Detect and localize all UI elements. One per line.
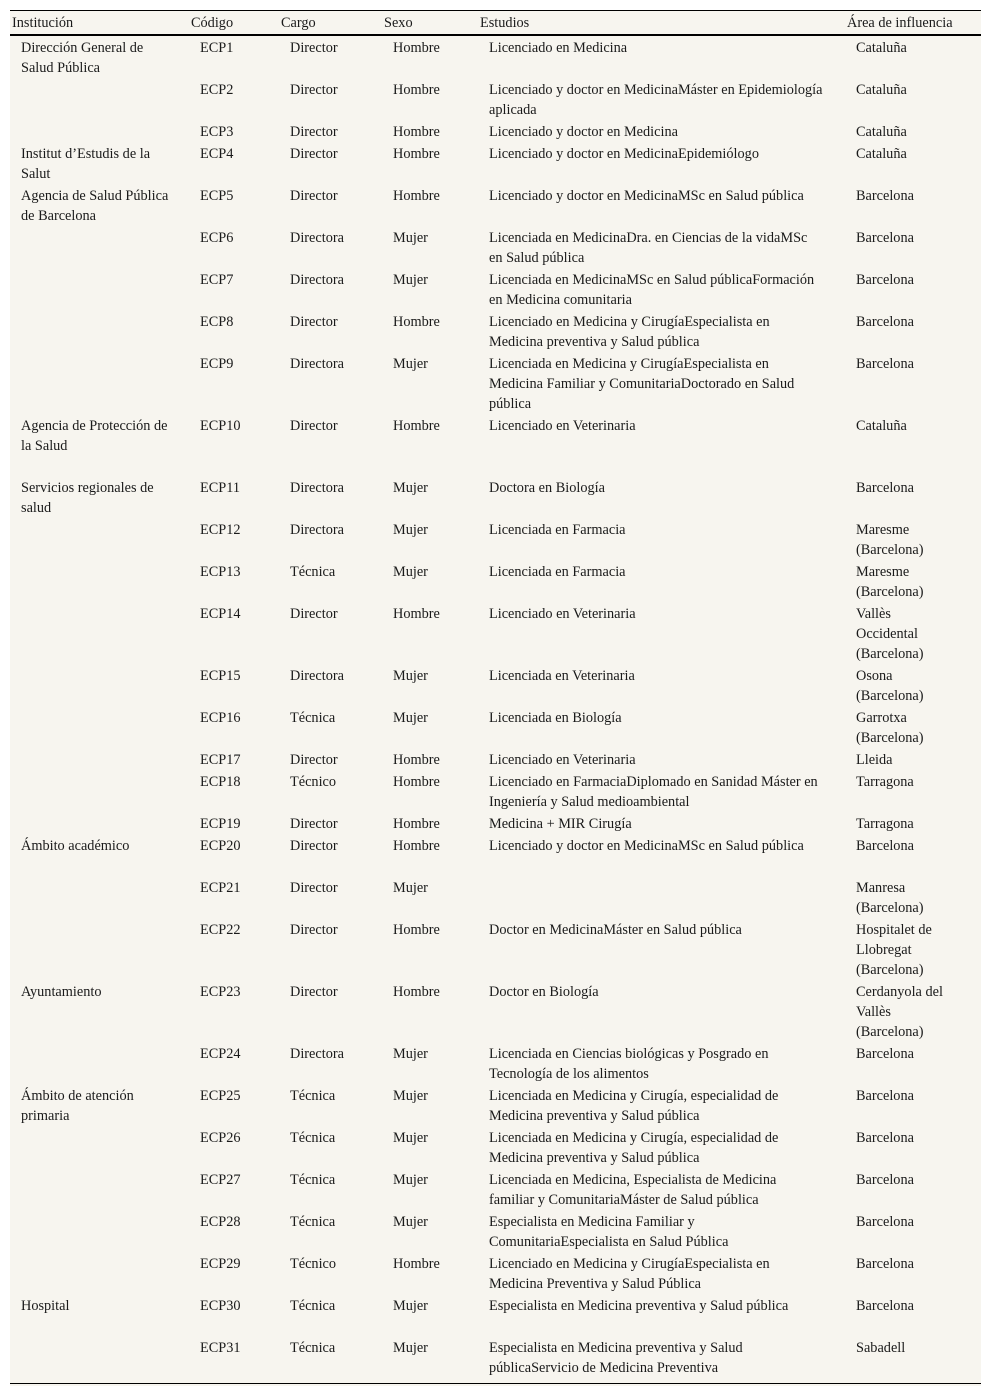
table-row [10, 353, 981, 415]
cargo-cell: Director [290, 124, 338, 140]
table-row [10, 311, 981, 353]
sexo-cell: Mujer [393, 1172, 428, 1188]
table-row [10, 121, 981, 143]
institucion-cell: Agencia de Protección de la Salud [21, 418, 168, 454]
cargo-cell: Técnico [290, 774, 337, 790]
codigo-cell: ECP23 [200, 984, 241, 1000]
sexo-cell: Mujer [393, 668, 428, 684]
sexo-cell: Mujer [393, 1214, 428, 1230]
area-cell: Barcelona [856, 838, 914, 854]
cargo-cell: Técnica [290, 564, 336, 580]
estudios-cell: Licenciado y doctor en MedicinaMSc en Salud pública [489, 188, 804, 204]
table-row [10, 749, 981, 771]
estudios-cell: Medicina + MIR Cirugía [489, 816, 632, 832]
codigo-cell: ECP1 [200, 40, 234, 56]
estudios-cell: Doctor en MedicinaMáster en Salud pública [489, 922, 742, 938]
area-cell: Tarragona [856, 816, 914, 832]
cargo-cell: Directora [290, 1046, 344, 1062]
sexo-cell: Hombre [393, 146, 440, 162]
estudios-cell: Licenciado y doctor en Medicina [489, 124, 678, 140]
estudios-cell: Especialista en Medicina Familiar y ComunitariaEspecialista en Salud Pública [489, 1214, 729, 1250]
area-cell: Maresme (Barcelona) [856, 522, 924, 558]
codigo-cell: ECP6 [200, 230, 234, 246]
table-row [10, 415, 981, 477]
institucion-cell: Ayuntamiento [21, 984, 102, 1000]
table-row [10, 143, 981, 185]
cargo-cell: Técnico [290, 1256, 337, 1272]
estudios-cell: Licenciado y doctor en MedicinaMáster en Epidemiología aplicada [489, 82, 823, 118]
sexo-cell: Hombre [393, 606, 440, 622]
codigo-cell: ECP19 [200, 816, 241, 832]
cargo-cell: Directora [290, 272, 344, 288]
table-row [10, 771, 981, 813]
area-cell: Cataluña [856, 146, 907, 162]
table-row [10, 1337, 981, 1379]
institucion-cell: Servicios regionales de salud [21, 480, 154, 516]
sexo-cell: Mujer [393, 522, 428, 538]
institucion-cell: Institut d’Estudis de la Salut [21, 146, 151, 182]
estudios-cell: Licenciado en Veterinaria [489, 752, 636, 768]
codigo-cell: ECP18 [200, 774, 241, 790]
estudios-cell: Licenciado en Medicina y CirugíaEspecialista en Medicina Preventiva y Salud Pública [489, 1256, 770, 1292]
table-bottom-rule [10, 1383, 981, 1384]
sexo-cell: Mujer [393, 710, 428, 726]
estudios-cell: Licenciada en Medicina y Cirugía, especialidad de Medicina preventiva y Salud pública [489, 1088, 779, 1124]
area-cell: Barcelona [856, 1130, 914, 1146]
institucion-cell: Ámbito académico [21, 838, 130, 854]
table-row [10, 1253, 981, 1295]
area-cell: Cataluña [856, 40, 907, 56]
estudios-cell: Licenciado en FarmaciaDiplomado en Sanidad Máster en Ingeniería y Salud medioambiental [489, 774, 818, 810]
cargo-cell: Director [290, 880, 338, 896]
institucion-cell: Hospital [21, 1298, 70, 1314]
area-cell: Garrotxa (Barcelona) [856, 710, 924, 746]
codigo-cell: ECP4 [200, 146, 234, 162]
sexo-cell: Hombre [393, 816, 440, 832]
area-cell: Barcelona [856, 230, 914, 246]
estudios-cell: Licenciada en MedicinaMSc en Salud públicaFormación en Medicina comunitaria [489, 272, 815, 308]
area-cell: Maresme (Barcelona) [856, 564, 924, 600]
area-cell: Barcelona [856, 1298, 914, 1314]
estudios-cell: Especialista en Medicina preventiva y Salud públicaServicio de Medicina Preventiva [489, 1340, 743, 1376]
sexo-cell: Hombre [393, 188, 440, 204]
area-cell: Cataluña [856, 418, 907, 434]
sexo-cell: Mujer [393, 1130, 428, 1146]
cargo-cell: Directora [290, 668, 344, 684]
table-header-rule [10, 34, 981, 36]
codigo-cell: ECP10 [200, 418, 241, 434]
estudios-cell: Licenciado y doctor en MedicinaMSc en Salud pública [489, 838, 804, 854]
area-cell: Vallès Occidental (Barcelona) [856, 606, 924, 662]
sexo-cell: Hombre [393, 40, 440, 56]
area-cell: Barcelona [856, 1088, 914, 1104]
codigo-cell: ECP15 [200, 668, 241, 684]
codigo-cell: ECP24 [200, 1046, 241, 1062]
header-estudios: Estudios [480, 15, 530, 31]
table-row [10, 1043, 981, 1085]
table-row [10, 1295, 981, 1337]
table-row [10, 665, 981, 707]
cargo-cell: Director [290, 418, 338, 434]
cargo-cell: Técnica [290, 1298, 336, 1314]
cargo-cell: Técnica [290, 1172, 336, 1188]
header-area: Área de influencia [847, 15, 953, 31]
cargo-cell: Director [290, 314, 338, 330]
sexo-cell: Mujer [393, 1046, 428, 1062]
cargo-cell: Director [290, 838, 338, 854]
cargo-cell: Técnica [290, 1214, 336, 1230]
sexo-cell: Hombre [393, 838, 440, 854]
sexo-cell: Mujer [393, 1088, 428, 1104]
sexo-cell: Mujer [393, 480, 428, 496]
sexo-cell: Hombre [393, 124, 440, 140]
estudios-cell: Licenciado en Veterinaria [489, 606, 636, 622]
sexo-cell: Hombre [393, 82, 440, 98]
sexo-cell: Hombre [393, 922, 440, 938]
area-cell: Barcelona [856, 188, 914, 204]
cargo-cell: Director [290, 922, 338, 938]
estudios-cell: Doctor en Biología [489, 984, 599, 1000]
codigo-cell: ECP17 [200, 752, 241, 768]
area-cell: Barcelona [856, 272, 914, 288]
sexo-cell: Hombre [393, 774, 440, 790]
area-cell: Osona (Barcelona) [856, 668, 924, 704]
area-cell: Barcelona [856, 314, 914, 330]
codigo-cell: ECP21 [200, 880, 241, 896]
sexo-cell: Hombre [393, 752, 440, 768]
codigo-cell: ECP16 [200, 710, 241, 726]
cargo-cell: Técnica [290, 710, 336, 726]
sexo-cell: Mujer [393, 564, 428, 580]
area-cell: Barcelona [856, 480, 914, 496]
table-row [10, 835, 981, 877]
table-row [10, 1169, 981, 1211]
header-institucion: Institución [12, 15, 74, 31]
area-cell: Manresa (Barcelona) [856, 880, 924, 916]
table-top-rule [10, 10, 981, 11]
header-codigo: Código [191, 15, 234, 31]
institucion-cell: Dirección General de Salud Pública [21, 40, 144, 76]
table-row [10, 519, 981, 561]
area-cell: Barcelona [856, 1046, 914, 1062]
area-cell: Cerdanyola del Vallès (Barcelona) [856, 984, 943, 1040]
estudios-cell: Licenciada en Biología [489, 710, 622, 726]
codigo-cell: ECP11 [200, 480, 240, 496]
codigo-cell: ECP22 [200, 922, 241, 938]
table-row [10, 919, 981, 981]
table-row [10, 477, 981, 519]
codigo-cell: ECP31 [200, 1340, 241, 1356]
area-cell: Cataluña [856, 82, 907, 98]
cargo-cell: Directora [290, 356, 344, 372]
sexo-cell: Mujer [393, 1340, 428, 1356]
codigo-cell: ECP27 [200, 1172, 241, 1188]
area-cell: Barcelona [856, 1214, 914, 1230]
table-row [10, 1127, 981, 1169]
codigo-cell: ECP9 [200, 356, 234, 372]
sexo-cell: Mujer [393, 356, 428, 372]
experts-table [10, 10, 981, 1386]
area-cell: Lleida [856, 752, 893, 768]
table-row [10, 561, 981, 603]
table-row [10, 227, 981, 269]
codigo-cell: ECP30 [200, 1298, 241, 1314]
cargo-cell: Técnica [290, 1340, 336, 1356]
estudios-cell: Licenciado y doctor en MedicinaEpidemiólogo [489, 146, 759, 162]
estudios-cell: Licenciada en Farmacia [489, 522, 626, 538]
codigo-cell: ECP3 [200, 124, 234, 140]
codigo-cell: ECP13 [200, 564, 241, 580]
table-row [10, 813, 981, 835]
codigo-cell: ECP5 [200, 188, 234, 204]
header-cargo: Cargo [281, 15, 316, 31]
codigo-cell: ECP8 [200, 314, 234, 330]
cargo-cell: Director [290, 984, 338, 1000]
area-cell: Hospitalet de Llobregat (Barcelona) [856, 922, 932, 978]
table-row [10, 1211, 981, 1253]
sexo-cell: Hombre [393, 418, 440, 434]
cargo-cell: Director [290, 146, 338, 162]
cargo-cell: Director [290, 82, 338, 98]
estudios-cell: Licenciada en Ciencias biológicas y Posgrado en Tecnología de los alimentos [489, 1046, 769, 1082]
area-cell: Barcelona [856, 1172, 914, 1188]
area-cell: Cataluña [856, 124, 907, 140]
codigo-cell: ECP14 [200, 606, 241, 622]
cargo-cell: Directora [290, 230, 344, 246]
table-body [10, 37, 981, 1379]
codigo-cell: ECP29 [200, 1256, 241, 1272]
sexo-cell: Mujer [393, 230, 428, 246]
table-header [10, 12, 981, 34]
codigo-cell: ECP7 [200, 272, 234, 288]
codigo-cell: ECP25 [200, 1088, 241, 1104]
table-row [10, 877, 981, 919]
table-row [10, 269, 981, 311]
cargo-cell: Director [290, 606, 338, 622]
sexo-cell: Hombre [393, 314, 440, 330]
cargo-cell: Directora [290, 522, 344, 538]
estudios-cell: Licenciada en MedicinaDra. en Ciencias de la vidaMSc en Salud pública [489, 230, 808, 266]
cargo-cell: Director [290, 40, 338, 56]
codigo-cell: ECP28 [200, 1214, 241, 1230]
codigo-cell: ECP26 [200, 1130, 241, 1146]
cargo-cell: Técnica [290, 1088, 336, 1104]
sexo-cell: Mujer [393, 1298, 428, 1314]
table-row [10, 37, 981, 79]
table-row [10, 707, 981, 749]
area-cell: Sabadell [856, 1340, 906, 1356]
estudios-cell: Licenciada en Medicina, Especialista de Medicina familiar y ComunitariaMáster de Salud pública [489, 1172, 777, 1208]
estudios-cell: Licenciado en Medicina [489, 40, 628, 56]
codigo-cell: ECP12 [200, 522, 241, 538]
table-row [10, 603, 981, 665]
institucion-cell: Ámbito de atención primaria [21, 1088, 134, 1124]
sexo-cell: Hombre [393, 984, 440, 1000]
codigo-cell: ECP20 [200, 838, 241, 854]
institucion-cell: Agencia de Salud Pública de Barcelona [21, 188, 169, 224]
area-cell: Barcelona [856, 356, 914, 372]
codigo-cell: ECP2 [200, 82, 234, 98]
estudios-cell: Licenciada en Medicina y CirugíaEspecialista en Medicina Familiar y ComunitariaDoctorado en Salud pública [489, 356, 795, 412]
sexo-cell: Mujer [393, 272, 428, 288]
cargo-cell: Directora [290, 480, 344, 496]
cargo-cell: Director [290, 188, 338, 204]
estudios-cell: Doctora en Biología [489, 480, 605, 496]
estudios-cell: Licenciado en Medicina y CirugíaEspecialista en Medicina preventiva y Salud pública [489, 314, 770, 350]
header-sexo: Sexo [384, 15, 413, 31]
area-cell: Barcelona [856, 1256, 914, 1272]
estudios-cell: Especialista en Medicina preventiva y Salud pública [489, 1298, 789, 1314]
table-row [10, 981, 981, 1043]
sexo-cell: Hombre [393, 1256, 440, 1272]
table-row [10, 79, 981, 121]
estudios-cell: Licenciada en Medicina y Cirugía, especialidad de Medicina preventiva y Salud pública [489, 1130, 779, 1166]
table-row [10, 1085, 981, 1127]
estudios-cell: Licenciada en Farmacia [489, 564, 626, 580]
sexo-cell: Mujer [393, 880, 428, 896]
area-cell: Tarragona [856, 774, 914, 790]
estudios-cell: Licenciado en Veterinaria [489, 418, 636, 434]
cargo-cell: Director [290, 752, 338, 768]
cargo-cell: Técnica [290, 1130, 336, 1146]
cargo-cell: Director [290, 816, 338, 832]
estudios-cell: Licenciada en Veterinaria [489, 668, 635, 684]
table-row [10, 185, 981, 227]
